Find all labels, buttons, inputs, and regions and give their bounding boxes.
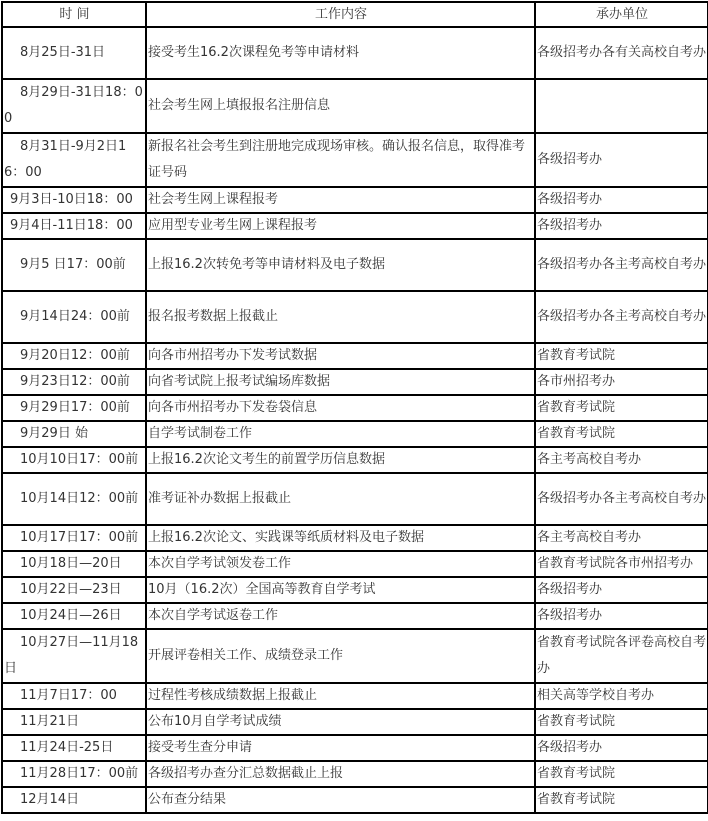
cell-task: 社会考生网上课程报考: [146, 187, 535, 213]
time-text: 9月4日-11日18：00: [10, 218, 133, 233]
table-row: [2, 551, 708, 577]
cell-task: 上报16.2次论文考生的前置学历信息数据: [146, 447, 535, 473]
cell-unit: [535, 79, 708, 133]
cell-task: 接受考生16.2次课程免考等申请材料: [146, 27, 535, 79]
cell-time: [2, 187, 146, 213]
table-row: [2, 709, 708, 735]
cell-task: 自学考试制卷工作: [146, 421, 535, 447]
time-text: 10月24日—26日: [20, 608, 122, 623]
cell-unit: 省教育考试院: [535, 395, 708, 421]
table-row: [2, 343, 708, 369]
table-row: [2, 79, 708, 133]
table-row: [2, 369, 708, 395]
time-text: 9月20日12：00前: [20, 348, 130, 363]
time-text: 12月14日: [20, 792, 80, 807]
cell-unit: 各级招考办各主考高校自考办: [535, 239, 708, 291]
cell-time: [2, 395, 146, 421]
cell-task: 上报16.2次转免考等申请材料及电子数据: [146, 239, 535, 291]
cell-unit: 各市州招考办: [535, 369, 708, 395]
time-text: 10月18日—20日: [20, 556, 122, 571]
header-time: 时 间: [2, 2, 146, 27]
time-text: 9月14日24：00前: [20, 309, 130, 324]
cell-task: 公布查分结果: [146, 787, 535, 813]
cell-time: [2, 239, 146, 291]
time-text: 9月23日12：00前: [20, 374, 130, 389]
cell-task: 本次自学考试返卷工作: [146, 603, 535, 629]
table-row: [2, 133, 708, 187]
cell-time: [2, 213, 146, 239]
table-row: [2, 27, 708, 79]
cell-task: 公布10月自学考试成绩: [146, 709, 535, 735]
cell-unit: 省教育考试院: [535, 761, 708, 787]
cell-time: [2, 603, 146, 629]
table-row: [2, 603, 708, 629]
time-text: 11月7日17：00: [20, 688, 117, 703]
cell-task: 应用型专业考生网上课程报考: [146, 213, 535, 239]
table-row: [2, 761, 708, 787]
cell-unit: 省教育考试院各评卷高校自考办: [535, 629, 708, 683]
cell-task: 准考证补办数据上报截止: [146, 473, 535, 525]
time-text: 9月29日 始: [20, 426, 88, 441]
time-text: 10月22日—23日: [20, 582, 122, 597]
cell-time: [2, 27, 146, 79]
cell-unit: 各级招考办: [535, 213, 708, 239]
time-text: 8月25日-31日: [20, 45, 106, 60]
cell-unit: 各级招考办: [535, 133, 708, 187]
cell-time: [2, 421, 146, 447]
cell-time: [2, 787, 146, 813]
time-text: 10月27日—11月18日: [4, 635, 139, 676]
cell-time: [2, 343, 146, 369]
time-text: 10月17日17：00前: [20, 530, 139, 545]
header-unit: 承办单位: [535, 2, 708, 27]
cell-task: 报名报考数据上报截止: [146, 291, 535, 343]
cell-time: [2, 79, 146, 133]
cell-unit: 各主考高校自考办: [535, 525, 708, 551]
cell-unit: 各级招考办: [535, 735, 708, 761]
cell-task: 新报名社会考生到注册地完成现场审核。确认报名信息，取得准考证号码: [146, 133, 535, 187]
time-text: 11月28日17：00前: [20, 766, 139, 781]
cell-task: 向各市州招考办下发卷袋信息: [146, 395, 535, 421]
table-row: [2, 683, 708, 709]
header-task: 工作内容: [146, 2, 535, 27]
cell-task: 上报16.2次论文、实践课等纸质材料及电子数据: [146, 525, 535, 551]
cell-task: 向各市州招考办下发考试数据: [146, 343, 535, 369]
table-row: [2, 525, 708, 551]
cell-time: [2, 551, 146, 577]
table-row: [2, 187, 708, 213]
cell-time: [2, 291, 146, 343]
cell-time: [2, 683, 146, 709]
cell-task: 开展评卷相关工作、成绩登录工作: [146, 629, 535, 683]
time-text: 10月14日12：00前: [20, 491, 139, 506]
table-row: [2, 291, 708, 343]
schedule-table: [1, 1, 708, 814]
cell-unit: 各级招考办各主考高校自考办: [535, 473, 708, 525]
time-text: 9月29日17：00前: [20, 400, 130, 415]
cell-unit: 省教育考试院: [535, 709, 708, 735]
cell-unit: 各级招考办: [535, 603, 708, 629]
cell-time: [2, 525, 146, 551]
table-body: [2, 27, 708, 813]
time-text: 8月31日-9月2日16：00: [4, 139, 127, 180]
table-row: [2, 213, 708, 239]
time-text: 8月29日-31日18：00: [4, 85, 143, 126]
time-text: 9月5 日17：00前: [20, 257, 126, 272]
table-row: [2, 421, 708, 447]
time-text: 10月10日17：00前: [20, 452, 139, 467]
cell-task: 社会考生网上填报报名注册信息: [146, 79, 535, 133]
cell-time: [2, 577, 146, 603]
cell-unit: 各级招考办: [535, 187, 708, 213]
cell-unit: 各级招考办各有关高校自考办: [535, 27, 708, 79]
time-text: 11月21日: [20, 714, 80, 729]
cell-task: 过程性考核成绩数据上报截止: [146, 683, 535, 709]
cell-task: 向省考试院上报考试编场库数据: [146, 369, 535, 395]
table-row: [2, 447, 708, 473]
table-row: [2, 787, 708, 813]
table-row: [2, 735, 708, 761]
cell-task: 10月（16.2次）全国高等教育自学考试: [146, 577, 535, 603]
cell-unit: 各主考高校自考办: [535, 447, 708, 473]
cell-time: [2, 629, 146, 683]
table-row: [2, 395, 708, 421]
cell-unit: 各级招考办: [535, 577, 708, 603]
cell-time: [2, 447, 146, 473]
time-text: 9月3日-10日18：00: [10, 192, 133, 207]
cell-time: [2, 709, 146, 735]
cell-task: 本次自学考试领发卷工作: [146, 551, 535, 577]
table-row: [2, 629, 708, 683]
table-header-row: [2, 2, 708, 27]
cell-time: [2, 133, 146, 187]
cell-unit: 省教育考试院: [535, 421, 708, 447]
cell-task: 各级招考办查分汇总数据截止上报: [146, 761, 535, 787]
table-row: [2, 239, 708, 291]
cell-unit: 相关高等学校自考办: [535, 683, 708, 709]
cell-unit: 省教育考试院各市州招考办: [535, 551, 708, 577]
cell-time: [2, 473, 146, 525]
cell-unit: 各级招考办各主考高校自考办: [535, 291, 708, 343]
table-row: [2, 473, 708, 525]
time-text: 11月24日-25日: [20, 740, 114, 755]
cell-time: [2, 369, 146, 395]
cell-unit: 省教育考试院: [535, 787, 708, 813]
cell-time: [2, 735, 146, 761]
cell-unit: 省教育考试院: [535, 343, 708, 369]
cell-time: [2, 761, 146, 787]
cell-task: 接受考生查分申请: [146, 735, 535, 761]
table-row: [2, 577, 708, 603]
